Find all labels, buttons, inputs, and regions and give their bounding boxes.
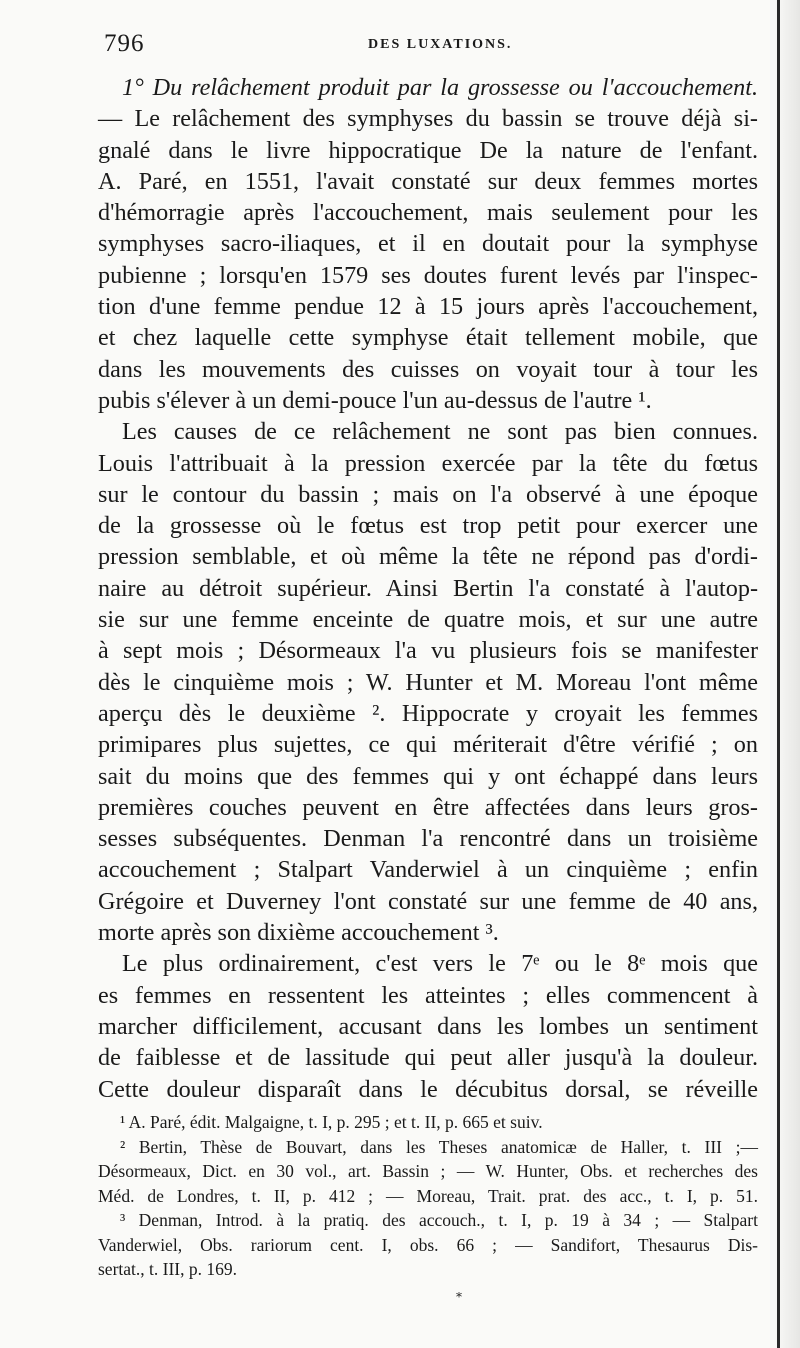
text-line: symphyses sacro-iliaques, et il en doutait pour la symphyse — [98, 230, 758, 258]
text-line: pression semblable, et où même la tête ne répond pas d'ordi- — [98, 543, 758, 571]
text-line: Cette douleur disparaît dans le décubitus dorsal, se réveille — [98, 1075, 758, 1103]
text-line: d'hémorragie après l'accouchement, mais seulement pour les — [98, 199, 758, 227]
text-line: de la grossesse où le fœtus est trop petit pour exercer une — [98, 512, 758, 540]
footnote-line: Désormeaux, Dict. en 30 vol., art. Bassin ; — W. Hunter, Obs. et recherches des — [98, 1161, 758, 1181]
text-line: marcher difficilement, accusant dans les lombes un sentiment — [98, 1012, 758, 1040]
text-line: dans les mouvements des cuisses on voyait tour à tour les — [98, 355, 758, 383]
text-line: Louis l'attribuait à la pression exercée par la tête du fœtus — [98, 449, 758, 477]
footnotes — [98, 1110, 758, 1282]
text-line: de faiblesse et de lassitude qui peut aller jusqu'à la douleur. — [98, 1044, 758, 1072]
text-line: dès le cinquième mois ; W. Hunter et M. Moreau l'ont même — [98, 668, 758, 696]
text-line: Grégoire et Duverney l'ont constaté sur une femme de 40 ans, — [98, 887, 758, 915]
text-line: accouchement ; Stalpart Vanderwiel à un cinquième ; enfin — [98, 856, 758, 884]
text-line: pubienne ; lorsqu'en 1579 ses doutes furent levés par l'inspec- — [98, 261, 758, 289]
text-line: sesses subséquentes. Denman l'a rencontré dans un troisième — [98, 825, 758, 853]
text-line: primipares plus sujettes, ce qui mériterait d'être vérifié ; on — [98, 731, 758, 759]
main-text — [98, 72, 758, 1105]
text-line: A. Paré, en 1551, l'avait constaté sur deux femmes mortes — [98, 167, 758, 195]
text-line: sie sur une femme enceinte de quatre mois, et sur une autre — [98, 606, 758, 634]
text-line: morte après son dixième accouchement ³. — [98, 919, 499, 947]
text-line: es femmes en ressentent les atteintes ; elles commencent à — [98, 981, 758, 1009]
footnote-line: Méd. de Londres, t. II, p. 412 ; — Moreau, Trait. prat. des acc., t. I, p. 51. — [98, 1185, 758, 1206]
ornament-mark: ⁎ — [456, 1286, 462, 1300]
footnote-line: ³ Denman, Introd. à la pratiq. des accouch., t. I, p. 19 à 34 ; — Stalpart — [120, 1210, 758, 1230]
footnote-line: ¹ A. Paré, édit. Malgaigne, t. I, p. 295 ; et t. II, p. 665 et suiv. — [120, 1112, 543, 1132]
footnote-line: ² Bertin, Thèse de Bouvart, dans les Theses anatomicæ de Haller, t. III ;— — [120, 1136, 758, 1157]
text-line: aperçu dès le deuxième ². Hippocrate y croyait les femmes — [98, 699, 758, 727]
text-line: naire au détroit supérieur. Ainsi Bertin l'a constaté à l'autop- — [98, 574, 758, 602]
page-header — [100, 30, 760, 64]
footnote-line: sertat., t. III, p. 169. — [98, 1259, 237, 1279]
running-head: DES LUXATIONS. — [368, 37, 513, 52]
text-line: pubis s'élever à un demi-pouce l'un au-dessus de l'autre ¹. — [98, 386, 652, 414]
text-line: sur le contour du bassin ; mais on l'a observé à une époque — [98, 480, 758, 508]
text-line: à sept mois ; Désormeaux l'a vu plusieurs fois se manifester — [98, 637, 758, 665]
text-line: gnalé dans le livre hippocratique De la nature de l'enfant. — [98, 136, 758, 164]
page-edge-line — [777, 0, 780, 1348]
text-line: et chez laquelle cette symphyse était tellement mobile, que — [98, 324, 758, 352]
text-line: premières couches peuvent en être affectées dans leurs gros- — [98, 793, 758, 821]
text-line: sait du moins que des femmes qui y ont échappé dans leurs — [98, 762, 758, 790]
text-line: 1° Du relâchement produit par la grossesse ou l'accouchement. — [122, 74, 758, 101]
text-line: — Le relâchement des symphyses du bassin se trouve déjà si- — [98, 105, 758, 133]
text-line: Le plus ordinairement, c'est vers le 7ᵉ ou le 8ᵉ mois que — [122, 950, 758, 978]
page-number: 796 — [104, 30, 145, 57]
text-line: Les causes de ce relâchement ne sont pas bien connues. — [122, 418, 758, 446]
text-line: tion d'une femme pendue 12 à 15 jours après l'accouchement, — [98, 293, 758, 321]
footnote-line: Vanderwiel, Obs. rariorum cent. I, obs. 66 ; — Sandifort, Thesaurus Dis- — [98, 1234, 758, 1255]
